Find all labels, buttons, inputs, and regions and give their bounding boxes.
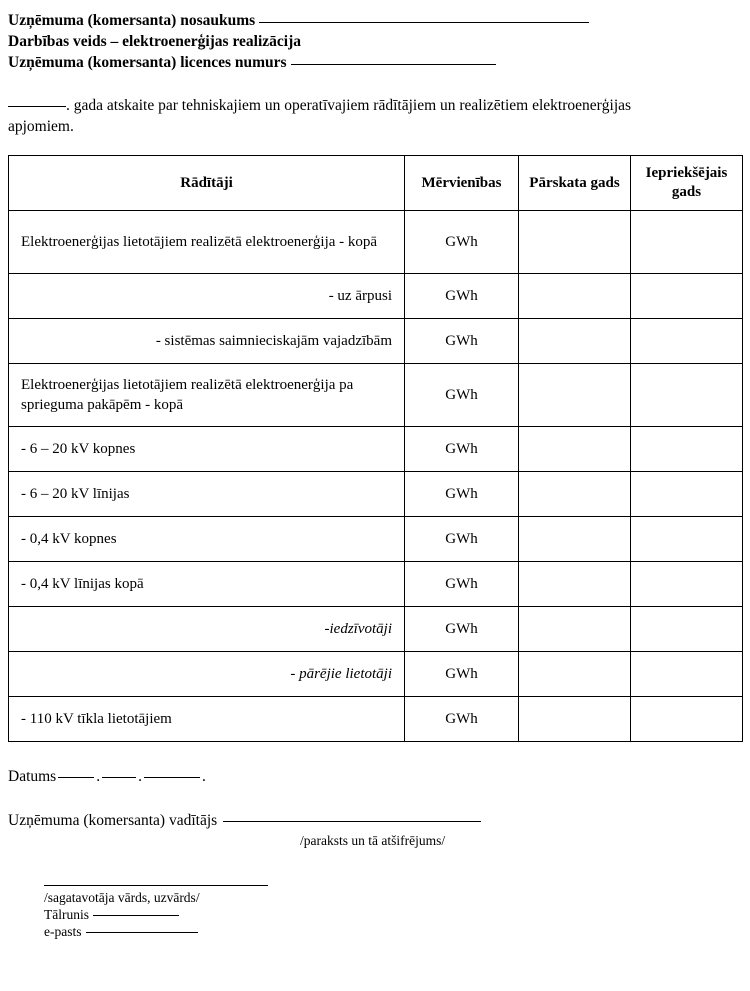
year-blank bbox=[8, 106, 66, 107]
signature-caption: /paraksts un tā atšifrējums/ bbox=[300, 833, 446, 848]
row-indicator-label: Elektroenerģijas lietotājiem realizētā elektroenerģija pa sprieguma pakāpēm - kopā bbox=[9, 364, 405, 427]
row-previous-year-value[interactable] bbox=[631, 472, 743, 517]
column-header-current-year: Pārskata gads bbox=[519, 156, 631, 211]
row-current-year-value[interactable] bbox=[519, 562, 631, 607]
row-indicator-label: -iedzīvotāji bbox=[9, 607, 405, 652]
row-unit: GWh bbox=[405, 274, 519, 319]
company-name-label: Uzņēmuma (komersanta) nosaukums bbox=[8, 12, 256, 29]
row-current-year-value[interactable] bbox=[519, 364, 631, 427]
email-label: e-pasts bbox=[44, 924, 82, 939]
intro-paragraph bbox=[8, 95, 648, 137]
license-number-line bbox=[8, 52, 736, 73]
activity-type-line bbox=[8, 31, 736, 52]
date-period: . bbox=[201, 768, 206, 785]
row-unit: GWh bbox=[405, 427, 519, 472]
report-table bbox=[8, 155, 743, 742]
row-previous-year-value[interactable] bbox=[631, 517, 743, 562]
row-indicator-label: - pārējie lietotāji bbox=[9, 652, 405, 697]
row-previous-year-value[interactable] bbox=[631, 274, 743, 319]
row-current-year-value[interactable] bbox=[519, 652, 631, 697]
row-indicator-label: Elektroenerģijas lietotājiem realizētā elektroenerģija - kopā bbox=[9, 211, 405, 274]
row-indicator-label: - 6 – 20 kV kopnes bbox=[9, 427, 405, 472]
intro-text: . gada atskaite par tehniskajiem un operatīvajiem rādītājiem un realizētiem elektroenerģijas apjomiem. bbox=[8, 97, 632, 135]
table-row bbox=[9, 607, 743, 652]
row-current-year-value[interactable] bbox=[519, 427, 631, 472]
row-current-year-value[interactable] bbox=[519, 472, 631, 517]
table-row bbox=[9, 211, 743, 274]
column-header-units: Mērvienības bbox=[405, 156, 519, 211]
footer-block bbox=[8, 768, 736, 940]
row-indicator-label: - 110 kV tīkla lietotājiem bbox=[9, 697, 405, 742]
row-current-year-value[interactable] bbox=[519, 607, 631, 652]
table-header-row bbox=[9, 156, 743, 211]
row-previous-year-value[interactable] bbox=[631, 562, 743, 607]
phone-label: Tālrunis bbox=[44, 907, 89, 922]
row-unit: GWh bbox=[405, 517, 519, 562]
row-previous-year-value[interactable] bbox=[631, 427, 743, 472]
table-row bbox=[9, 427, 743, 472]
row-current-year-value[interactable] bbox=[519, 274, 631, 319]
table-row bbox=[9, 364, 743, 427]
row-unit: GWh bbox=[405, 364, 519, 427]
company-name-line bbox=[8, 10, 736, 31]
row-indicator-label: - 0,4 kV līnijas kopā bbox=[9, 562, 405, 607]
activity-type-label: Darbības veids – elektroenerģijas realizācija bbox=[8, 33, 302, 50]
manager-line bbox=[8, 812, 736, 830]
row-previous-year-value[interactable] bbox=[631, 211, 743, 274]
row-indicator-label: - 0,4 kV kopnes bbox=[9, 517, 405, 562]
table-row bbox=[9, 562, 743, 607]
row-unit: GWh bbox=[405, 319, 519, 364]
preparer-caption: /sagatavotāja vārds, uzvārds/ bbox=[44, 890, 200, 905]
email-blank bbox=[86, 932, 198, 933]
row-current-year-value[interactable] bbox=[519, 211, 631, 274]
table-row bbox=[9, 697, 743, 742]
table-row bbox=[9, 472, 743, 517]
row-unit: GWh bbox=[405, 211, 519, 274]
table-row bbox=[9, 319, 743, 364]
phone-blank bbox=[93, 915, 179, 916]
company-name-blank bbox=[259, 22, 589, 23]
row-unit: GWh bbox=[405, 472, 519, 517]
date-month-blank bbox=[102, 777, 136, 778]
row-indicator-label: - uz ārpusi bbox=[9, 274, 405, 319]
date-label: Datums bbox=[8, 768, 57, 785]
row-previous-year-value[interactable] bbox=[631, 607, 743, 652]
license-number-label: Uzņēmuma (komersanta) licences numurs bbox=[8, 54, 287, 71]
row-unit: GWh bbox=[405, 697, 519, 742]
license-number-blank bbox=[291, 64, 496, 65]
row-previous-year-value[interactable] bbox=[631, 364, 743, 427]
table-row bbox=[9, 274, 743, 319]
preparer-name-blank bbox=[44, 885, 268, 886]
column-header-indicators: Rādītāji bbox=[9, 156, 405, 211]
phone-line bbox=[44, 906, 736, 923]
row-indicator-label: - 6 – 20 kV līnijas bbox=[9, 472, 405, 517]
row-unit: GWh bbox=[405, 652, 519, 697]
date-year-blank bbox=[144, 777, 200, 778]
column-header-previous-year: Iepriekšējais gads bbox=[631, 156, 743, 211]
row-previous-year-value[interactable] bbox=[631, 319, 743, 364]
date-line: Datums . . . bbox=[8, 768, 206, 785]
row-current-year-value[interactable] bbox=[519, 319, 631, 364]
row-previous-year-value[interactable] bbox=[631, 697, 743, 742]
table-body bbox=[9, 211, 743, 742]
row-unit: GWh bbox=[405, 562, 519, 607]
date-day-blank bbox=[58, 777, 94, 778]
preparer-block bbox=[44, 885, 736, 940]
row-current-year-value[interactable] bbox=[519, 697, 631, 742]
email-line bbox=[44, 923, 736, 940]
row-unit: GWh bbox=[405, 607, 519, 652]
manager-label: Uzņēmuma (komersanta) vadītājs bbox=[8, 812, 218, 829]
row-previous-year-value[interactable] bbox=[631, 652, 743, 697]
row-current-year-value[interactable] bbox=[519, 517, 631, 562]
table-row bbox=[9, 517, 743, 562]
row-indicator-label: - sistēmas saimnieciskajām vajadzībām bbox=[9, 319, 405, 364]
manager-signature-blank bbox=[223, 821, 481, 822]
table-row bbox=[9, 652, 743, 697]
